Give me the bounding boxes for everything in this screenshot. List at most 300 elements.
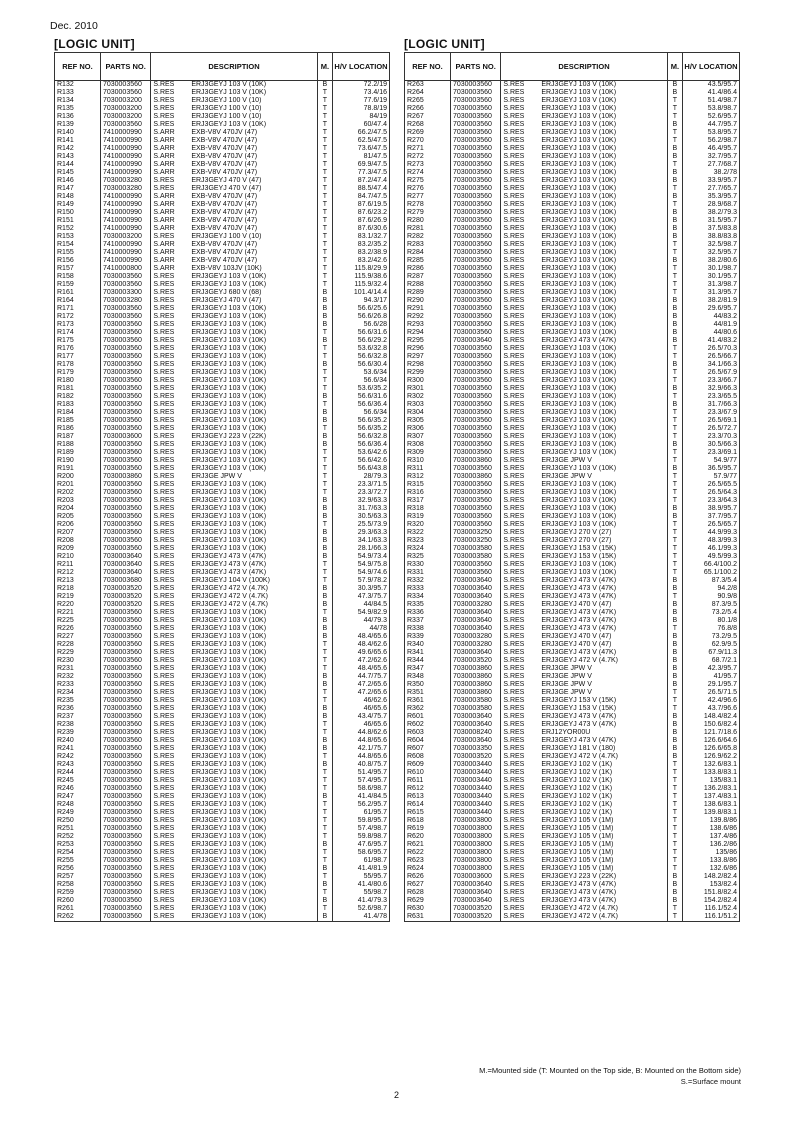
parts-no-cell: 7030003580 <box>450 545 500 553</box>
description-cell <box>501 137 667 145</box>
component-value: ERJ3GEYJ 473 V (47K) <box>541 337 617 344</box>
component-type: S.RES <box>503 529 525 536</box>
table-row <box>55 593 390 601</box>
mounted-side-cell: T <box>317 137 332 145</box>
ref-no-cell: R146 <box>55 177 101 185</box>
table-row <box>55 505 390 513</box>
component-value: EXB-V8V 470JV (47) <box>191 217 258 224</box>
component-value: ERJ3GEYJ 100 V (10) <box>191 233 262 240</box>
component-type: S.RES <box>503 881 525 888</box>
description-cell <box>151 849 317 857</box>
component-value: ERJ3GEYJ 103 V (10K) <box>191 817 267 824</box>
parts-no-cell: 7030003640 <box>100 569 150 577</box>
parts-no-cell: 7030003200 <box>100 105 150 113</box>
table-row <box>55 865 390 873</box>
location-cell: 44.8/62.6 <box>333 729 390 737</box>
mounted-side-cell: B <box>667 577 682 585</box>
component-value: EXB-V8V 470JV (47) <box>191 129 258 136</box>
ref-no-cell: R338 <box>405 625 451 633</box>
table-row <box>405 289 740 297</box>
location-cell: 26.5/65.5 <box>683 481 740 489</box>
component-value: ERJ3GEYJ 103 V (10K) <box>541 217 617 224</box>
ref-no-cell: R145 <box>55 169 101 177</box>
component-type: S.RES <box>153 409 175 416</box>
component-value: ERJ3GEYJ 473 V (47K) <box>541 881 617 888</box>
mounted-side-cell: T <box>667 689 682 697</box>
location-cell: 44.9/99.3 <box>683 529 740 537</box>
description-cell <box>151 289 317 297</box>
component-type: S.RES <box>153 889 175 896</box>
ref-no-cell: R361 <box>405 697 451 705</box>
mounted-side-cell: T <box>317 873 332 881</box>
parts-no-cell: 7030003560 <box>100 681 150 689</box>
mounted-side-cell: B <box>667 305 682 313</box>
table-header-row <box>55 53 390 81</box>
location-cell: 56.6/32.8 <box>333 433 390 441</box>
component-value: EXB-V8V 470JV (47) <box>191 225 258 232</box>
component-type: S.RES <box>153 417 175 424</box>
ref-no-cell: R294 <box>405 329 451 337</box>
table-row <box>55 625 390 633</box>
component-value: ERJ3GEYJ 103 V (10K) <box>191 481 267 488</box>
component-value: ERJ3GEYJ 103 V (10K) <box>191 529 267 536</box>
component-type: S.RES <box>153 489 175 496</box>
location-cell: 66.2/47.5 <box>333 129 390 137</box>
component-type: S.RES <box>503 833 525 840</box>
location-cell: 41.4/84.5 <box>333 793 390 801</box>
description-cell <box>501 857 667 865</box>
table-row <box>405 569 740 577</box>
location-cell: 87.6/26.9 <box>333 217 390 225</box>
component-type: S.RES <box>503 145 525 152</box>
component-type: S.RES <box>153 785 175 792</box>
parts-no-cell: 7030003640 <box>100 553 150 561</box>
component-value: ERJ3GEYJ 105 V (1M) <box>541 857 614 864</box>
parts-no-cell: 7030003560 <box>100 665 150 673</box>
component-value: ERJ3GEYJ 103 V (10K) <box>541 145 617 152</box>
table-row <box>405 897 740 905</box>
table-row <box>405 169 740 177</box>
description-cell <box>501 849 667 857</box>
component-type: S.RES <box>503 777 525 784</box>
parts-no-cell: 7030003560 <box>450 417 500 425</box>
location-cell: 94.3/17 <box>333 297 390 305</box>
description-cell <box>501 905 667 913</box>
component-value: EXB-V8V 470JV (47) <box>191 169 258 176</box>
location-cell: 115.8/29.9 <box>333 265 390 273</box>
description-cell <box>501 617 667 625</box>
parts-no-cell: 7030003560 <box>100 369 150 377</box>
component-value: ERJ3GEYJ 103 V (10K) <box>541 137 617 144</box>
table-row <box>405 449 740 457</box>
table-row <box>55 569 390 577</box>
component-type: S.RES <box>503 657 525 664</box>
description-cell <box>501 249 667 257</box>
description-cell <box>501 505 667 513</box>
location-cell: 56.6/25.6 <box>333 305 390 313</box>
location-cell: 61/95.7 <box>333 809 390 817</box>
location-cell: 48.4/65.6 <box>333 665 390 673</box>
component-value: EXB-V8V 470JV (47) <box>191 161 258 168</box>
location-cell: 23.3/72.7 <box>333 489 390 497</box>
mounted-side-cell: B <box>667 737 682 745</box>
component-type: S.RES <box>153 641 175 648</box>
ref-no-cell: R207 <box>55 529 101 537</box>
location-cell: 41.4/79.3 <box>333 897 390 905</box>
component-type: S.RES <box>503 337 525 344</box>
mounted-side-cell: B <box>317 585 332 593</box>
component-type: S.RES <box>503 849 525 856</box>
mounted-side-cell: B <box>667 633 682 641</box>
table-row <box>405 729 740 737</box>
mounted-side-cell: B <box>317 633 332 641</box>
table-row <box>405 537 740 545</box>
mounted-side-cell: T <box>317 113 332 121</box>
description-cell <box>151 201 317 209</box>
description-cell <box>501 337 667 345</box>
ref-no-cell: R264 <box>405 89 451 97</box>
description-cell <box>151 97 317 105</box>
mounted-side-cell: B <box>317 793 332 801</box>
description-cell <box>151 257 317 265</box>
location-cell: 133.8/83.1 <box>683 769 740 777</box>
location-cell: 43.7/96.6 <box>683 705 740 713</box>
description-cell <box>151 113 317 121</box>
location-cell: 57.4/95.7 <box>333 777 390 785</box>
description-cell <box>151 833 317 841</box>
component-type: S.RES <box>153 673 175 680</box>
parts-no-cell: 7030003280 <box>450 633 500 641</box>
mounted-side-cell: T <box>667 433 682 441</box>
parts-no-cell: 7410000990 <box>100 145 150 153</box>
description-cell <box>501 609 667 617</box>
location-cell: 41.4/80.6 <box>333 881 390 889</box>
mounted-side-cell: T <box>317 233 332 241</box>
ref-no-cell: R601 <box>405 713 451 721</box>
ref-no-cell: R603 <box>405 729 451 737</box>
parts-no-cell: 7030003560 <box>450 105 500 113</box>
component-value: EXB-V8V 470JV (47) <box>191 257 258 264</box>
component-type: S.RES <box>153 729 175 736</box>
component-value: ERJ3GEYJ 473 V (47K) <box>541 737 617 744</box>
component-type: S.RES <box>153 337 175 344</box>
component-value: ERJ3GEYJ 103 V (10K) <box>191 745 267 752</box>
ref-no-cell: R614 <box>405 801 451 809</box>
mounted-side-cell: T <box>667 449 682 457</box>
location-cell: 30.5/66.3 <box>683 441 740 449</box>
location-cell: 26.5/70.3 <box>683 345 740 353</box>
mounted-side-cell: B <box>317 841 332 849</box>
location-cell: 31.3/95.7 <box>683 289 740 297</box>
component-type: S.RES <box>503 161 525 168</box>
description-cell <box>501 457 667 465</box>
component-type: S.RES <box>503 417 525 424</box>
ref-no-cell: R630 <box>405 905 451 913</box>
parts-no-cell: 7030003560 <box>450 201 500 209</box>
table-row <box>55 433 390 441</box>
component-value: ERJ3GEYJ 103 V (10K) <box>191 425 267 432</box>
mounted-side-cell: T <box>317 849 332 857</box>
description-cell <box>501 745 667 753</box>
description-cell <box>501 217 667 225</box>
component-value: ERJ3GEYJ 103 V (10K) <box>191 657 267 664</box>
description-cell <box>501 417 667 425</box>
table-row <box>405 617 740 625</box>
component-value: ERJ3GEYJ 223 V (22K) <box>541 873 617 880</box>
parts-no-cell: 7030003560 <box>100 721 150 729</box>
parts-no-cell: 7030003560 <box>450 377 500 385</box>
component-type: S.RES <box>503 665 525 672</box>
ref-no-cell: R274 <box>405 169 451 177</box>
ref-no-cell: R236 <box>55 705 101 713</box>
component-type: S.RES <box>503 97 525 104</box>
ref-no-cell: R248 <box>55 801 101 809</box>
description-cell <box>501 401 667 409</box>
ref-no-cell: R180 <box>55 377 101 385</box>
parts-no-cell: 7030003640 <box>450 881 500 889</box>
table-row <box>55 337 390 345</box>
component-value: ERJ3GEYJ 103 V (10K) <box>541 113 617 120</box>
parts-no-cell: 7030003860 <box>450 665 500 673</box>
table-row <box>55 153 390 161</box>
location-cell: 38.2/78 <box>683 169 740 177</box>
location-cell: 23.3/69.1 <box>683 449 740 457</box>
ref-no-cell: R231 <box>55 665 101 673</box>
component-value: ERJ3GEYJ 473 V (47K) <box>191 569 267 576</box>
description-cell <box>151 297 317 305</box>
component-value: ERJ3GEYJ 105 V (1M) <box>541 817 614 824</box>
description-cell <box>501 145 667 153</box>
parts-no-cell: 7030003560 <box>100 913 150 922</box>
mounted-side-cell: B <box>317 409 332 417</box>
component-type: S.RES <box>153 793 175 800</box>
ref-no-cell: R298 <box>405 361 451 369</box>
ref-no-cell: R315 <box>405 481 451 489</box>
mounted-side-cell: B <box>667 873 682 881</box>
description-cell <box>501 881 667 889</box>
component-type: S.RES <box>153 401 175 408</box>
ref-no-cell: R300 <box>405 377 451 385</box>
location-cell: 53.6/34 <box>333 369 390 377</box>
location-cell: 47.2/65.6 <box>333 681 390 689</box>
table-row <box>55 177 390 185</box>
mounted-side-cell: B <box>317 705 332 713</box>
parts-no-cell: 7030003560 <box>100 737 150 745</box>
mounted-side-cell: T <box>667 913 682 922</box>
parts-no-cell: 7030003560 <box>450 161 500 169</box>
parts-no-cell: 7030003800 <box>450 857 500 865</box>
description-cell <box>501 705 667 713</box>
ref-no-cell: R209 <box>55 545 101 553</box>
ref-no-cell: R619 <box>405 825 451 833</box>
table-body-right <box>405 81 740 922</box>
parts-no-cell: 7030003560 <box>100 121 150 129</box>
component-type: S.RES <box>503 425 525 432</box>
ref-no-cell: R306 <box>405 425 451 433</box>
component-type: S.RES <box>503 745 525 752</box>
table-row <box>55 193 390 201</box>
component-type: S.RES <box>503 905 525 912</box>
mounted-side-cell: B <box>317 713 332 721</box>
component-value: ERJ3GEYJ 103 V (10K) <box>541 257 617 264</box>
ref-no-cell: R204 <box>55 505 101 513</box>
table-row <box>55 777 390 785</box>
description-cell <box>151 809 317 817</box>
description-cell <box>151 265 317 273</box>
location-cell: 32.9/66.3 <box>683 385 740 393</box>
component-type: S.RES <box>153 553 175 560</box>
ref-no-cell: R189 <box>55 449 101 457</box>
description-cell <box>501 329 667 337</box>
component-type: S.ARR <box>153 137 175 144</box>
table-row <box>405 649 740 657</box>
description-cell <box>501 545 667 553</box>
component-type: S.RES <box>503 793 525 800</box>
ref-no-cell: R320 <box>405 521 451 529</box>
ref-no-cell: R237 <box>55 713 101 721</box>
description-cell <box>501 769 667 777</box>
mounted-side-cell: B <box>317 897 332 905</box>
parts-no-cell: 7030003520 <box>100 601 150 609</box>
location-cell: 32.5/95.7 <box>683 249 740 257</box>
table-row <box>55 465 390 473</box>
ref-no-cell: R256 <box>55 865 101 873</box>
table-row <box>55 825 390 833</box>
table-row <box>405 801 740 809</box>
ref-no-cell: R288 <box>405 281 451 289</box>
component-type: S.RES <box>153 353 175 360</box>
table-row <box>405 409 740 417</box>
component-value: ERJ3GEYJ 103 V (10K) <box>191 665 267 672</box>
component-type: S.RES <box>503 385 525 392</box>
component-type: S.RES <box>153 273 175 280</box>
mounted-side-cell: B <box>667 169 682 177</box>
component-value: ERJ3GEYJ 470 V (47) <box>191 177 262 184</box>
mounted-side-cell: T <box>317 825 332 833</box>
table-row <box>55 897 390 905</box>
location-cell: 67.9/11.3 <box>683 649 740 657</box>
parts-no-cell: 7030003640 <box>100 561 150 569</box>
description-cell <box>151 377 317 385</box>
table-row <box>405 561 740 569</box>
parts-no-cell: 7030003560 <box>100 401 150 409</box>
location-cell: 40.8/75.7 <box>333 761 390 769</box>
mounted-side-cell: B <box>317 881 332 889</box>
component-value: EXB-V8V 470JV (47) <box>191 209 258 216</box>
mounted-side-cell: B <box>317 625 332 633</box>
table-row <box>405 129 740 137</box>
component-type: S.RES <box>503 377 525 384</box>
location-cell: 56.6/43.8 <box>333 465 390 473</box>
component-type: S.RES <box>153 561 175 568</box>
component-type: S.RES <box>153 449 175 456</box>
ref-no-cell: R238 <box>55 721 101 729</box>
description-cell <box>151 633 317 641</box>
mounted-side-cell: T <box>317 217 332 225</box>
parts-no-cell: 7030003560 <box>450 497 500 505</box>
component-value: ERJ3GEYJ 100 V (10) <box>191 113 262 120</box>
location-cell: 56.6/36.4 <box>333 401 390 409</box>
ref-no-cell: R620 <box>405 833 451 841</box>
parts-no-cell: 7410000990 <box>100 137 150 145</box>
parts-no-cell: 7410000990 <box>100 129 150 137</box>
table-row <box>55 497 390 505</box>
component-type: S.RES <box>503 641 525 648</box>
description-cell <box>151 497 317 505</box>
component-value: ERJ3GEYJ 103 V (10K) <box>191 873 267 880</box>
location-cell: 44.8/65.6 <box>333 753 390 761</box>
description-cell <box>501 601 667 609</box>
mounted-side-cell: B <box>667 361 682 369</box>
mounted-side-cell: T <box>317 697 332 705</box>
parts-no-cell: 7030003560 <box>450 289 500 297</box>
component-value: ERJ3GEYJ 103 V (10K) <box>191 713 267 720</box>
description-cell <box>151 585 317 593</box>
component-value: ERJ3GEYJ 104 V (100K) <box>191 577 270 584</box>
description-cell <box>151 713 317 721</box>
component-value: ERJ3GEYJ 472 V (4.7K) <box>191 601 268 608</box>
component-value: ERJ3GEYJ 103 V (10K) <box>541 465 617 472</box>
table-row <box>405 185 740 193</box>
mounted-side-cell: B <box>667 465 682 473</box>
parts-no-cell: 7030003560 <box>100 497 150 505</box>
description-cell <box>151 241 317 249</box>
component-type: S.RES <box>153 865 175 872</box>
description-cell <box>151 105 317 113</box>
mounted-side-cell: T <box>667 545 682 553</box>
ref-no-cell: R202 <box>55 489 101 497</box>
location-cell: 44.7/95.7 <box>683 121 740 129</box>
ref-no-cell: R336 <box>405 609 451 617</box>
parts-no-cell: 7410000990 <box>100 217 150 225</box>
location-cell: 59.8/95.7 <box>333 817 390 825</box>
component-type: S.RES <box>503 345 525 352</box>
component-value: ERJ3GEYJ 102 V (1K) <box>541 761 613 768</box>
description-cell <box>151 89 317 97</box>
ref-no-cell: R602 <box>405 721 451 729</box>
description-cell <box>501 529 667 537</box>
component-value: ERJ3GEYJ 103 V (10K) <box>541 313 617 320</box>
col-header-location: H/V LOCATION <box>333 53 390 81</box>
page-number: 2 <box>393 1090 399 1100</box>
parts-no-cell: 7030003350 <box>450 745 500 753</box>
component-type: S.RES <box>153 305 175 312</box>
component-value: ERJ3GEYJ 103 V (10K) <box>191 353 267 360</box>
location-cell: 43.4/75.7 <box>333 713 390 721</box>
location-cell: 81/47.5 <box>333 153 390 161</box>
description-cell <box>151 449 317 457</box>
location-cell: 44/79.3 <box>333 617 390 625</box>
ref-no-cell: R211 <box>55 561 101 569</box>
mounted-side-cell: T <box>667 105 682 113</box>
ref-no-cell: R609 <box>405 761 451 769</box>
description-cell <box>151 689 317 697</box>
col-header-description: DESCRIPTION <box>501 53 667 81</box>
mounted-side-cell: T <box>317 465 332 473</box>
component-type: S.RES <box>503 233 525 240</box>
description-cell <box>501 369 667 377</box>
table-row <box>405 161 740 169</box>
description-cell <box>151 177 317 185</box>
mounted-side-cell: B <box>667 209 682 217</box>
component-value: ERJ3GEYJ 473 V (47K) <box>541 897 617 904</box>
component-type: S.ARR <box>153 161 175 168</box>
col-header-side: M. <box>667 53 682 81</box>
mounted-side-cell: T <box>667 905 682 913</box>
ref-no-cell: R185 <box>55 417 101 425</box>
description-cell <box>501 425 667 433</box>
parts-no-cell: 7030003560 <box>100 425 150 433</box>
